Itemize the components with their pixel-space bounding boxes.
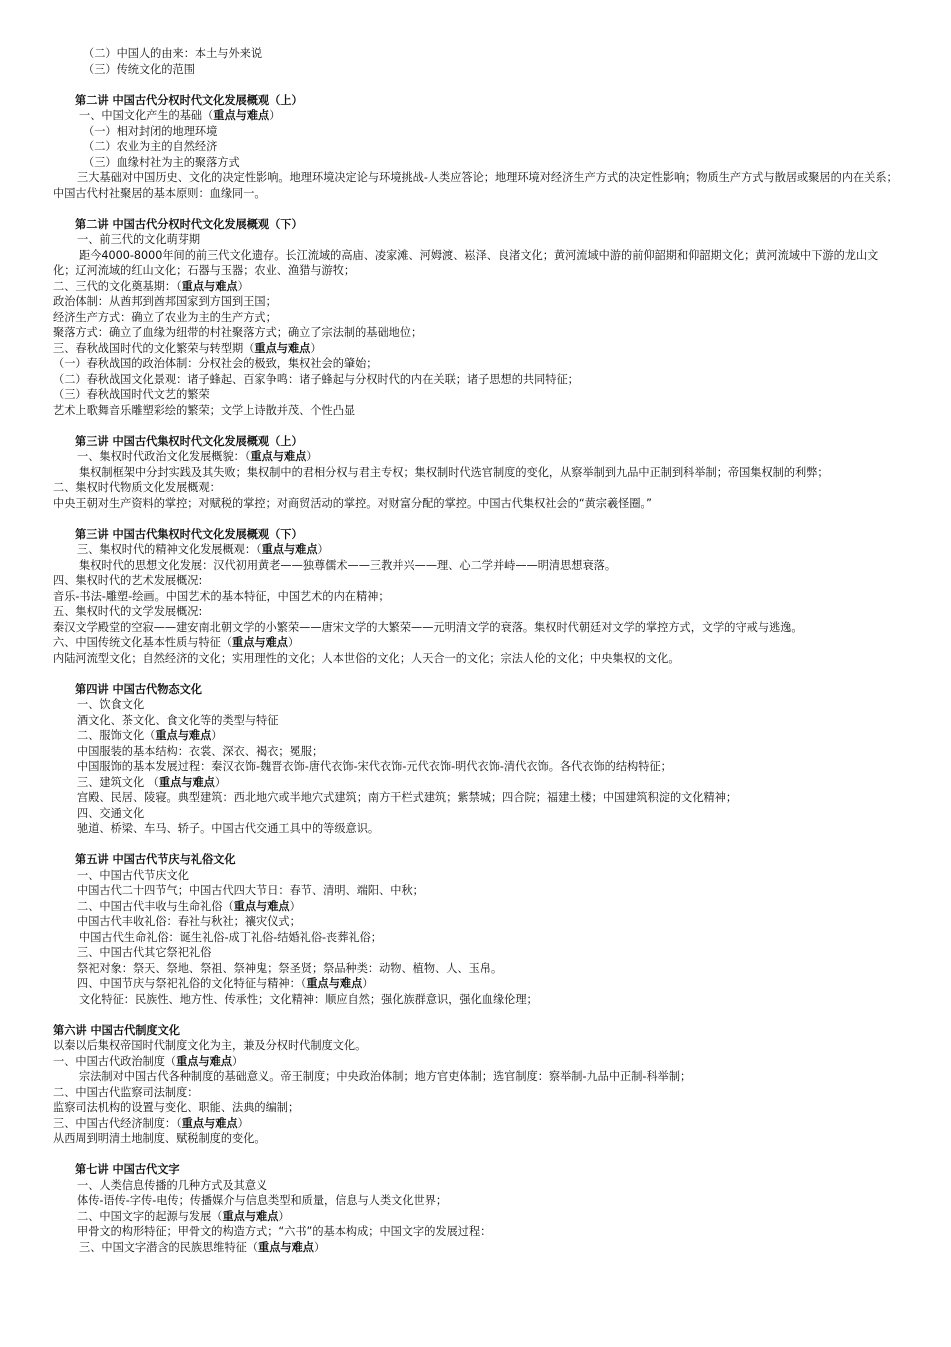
outline-line: 艺术上歌舞音乐雕塑彩绘的繁荣；文学上诗散并茂、个性凸显 <box>53 403 356 417</box>
outline-line: 体传-语传-字传-电传；传播媒介与信息类型和质量，信息与人类文化世界； <box>77 1194 448 1207</box>
outline-line: 中国古代生命礼俗：诞生礼俗-成丁礼俗-结婚礼俗-丧葬礼俗； <box>79 930 382 944</box>
key-point-label: 重点与难点 <box>261 543 318 556</box>
key-point-label: 重点与难点 <box>155 729 212 742</box>
outline-line: 六、中国传统文化基本性质与特征（重点与难点） <box>53 636 300 649</box>
outline-line: 三、集权时代的精神文化发展概观：（重点与难点） <box>77 543 329 556</box>
outline-line: 中国服装的基本结构：衣裳、深衣、褐衣；冕服； <box>77 744 324 758</box>
outline-line: 聚落方式：确立了血缘为纽带的村社聚落方式；确立了宗法制的基础地位； <box>53 326 423 339</box>
outline-line: 三、春秋战国时代的文化繁荣与转型期（重点与难点） <box>53 341 322 355</box>
outline-line: 三、中国古代其它祭祀礼俗 <box>77 946 212 959</box>
paragraph: 秦汉文学殿堂的空寂——建安南北朝文学的小繁荣——唐宋文学的大繁荣——元明清文学的衰落。集权时代朝廷对文学的掌控方式，文学的守戒与逃逸。 <box>53 620 803 634</box>
key-point-label: 重点与难点 <box>250 450 307 463</box>
key-point-label: 重点与难点 <box>158 775 215 789</box>
outline-line: 二、中国文字的起源与发展（重点与难点） <box>77 1209 290 1223</box>
outline-line: （三）血缘村社为主的聚落方式 <box>83 155 240 169</box>
section-title: 第二讲 中国古代分权时代文化发展概观（上） <box>75 93 303 107</box>
outline-line: 五、集权时代的文学发展概况: <box>53 605 203 618</box>
outline-line: （三）春秋战国时代文艺的繁荣 <box>53 388 210 401</box>
outline-line: 四、交通文化 <box>77 806 145 820</box>
intro-line: （三）传统文化的范围 <box>83 62 195 76</box>
key-point-label: 重点与难点 <box>181 1116 238 1130</box>
paragraph: 距今4000-8000年间的前三代文化遗存。长江流域的高庙、凌家滩、河姆渡、崧泽、良渚文化；黄河流域中游的前仰韶期和仰韶期文化；黄河流域中下游的龙山文化；辽河流域的红山文化；石器与玉器；农业、渔猎与游牧； <box>53 248 879 277</box>
key-point-label: 重点与难点 <box>176 1054 233 1068</box>
outline-line: 宗法制对中国古代各种制度的基础意义。帝王制度；中央政治体制；地方官吏体制；选官制度：察举制-九品中正制-科举制； <box>79 1070 692 1083</box>
key-point-label: 重点与难点 <box>258 1240 314 1254</box>
outline-line: （一）春秋战国的政治体制：分权社会的极致，集权社会的肇始； <box>53 357 378 370</box>
outline-line: 政治体制：从酋邦到酋邦国家到方国到王国； <box>53 295 277 308</box>
outline-line: 三、中国古代经济制度：（重点与难点） <box>53 1116 249 1130</box>
document-body <box>53 46 898 1255</box>
outline-line: 酒文化、茶文化、食文化等的类型与特征 <box>77 713 279 727</box>
outline-line: 一、饮食文化 <box>77 698 145 711</box>
outline-line: 中国古代丰收礼俗：春社与秋社；禳灾仪式； <box>77 915 301 928</box>
outline-line: 二、中国古代监察司法制度： <box>53 1085 199 1099</box>
section-title: 第三讲 中国古代集权时代文化发展概观（下） <box>75 527 303 541</box>
outline-line: 一、中国文化产生的基础（重点与难点） <box>79 109 281 122</box>
section-title: 第二讲 中国古代分权时代文化发展概观（下） <box>75 217 303 231</box>
outline-line: 二、三代的文化奠基期：（重点与难点） <box>53 279 249 293</box>
outline-line: 一、集权时代政治文化发展概貌：（重点与难点） <box>77 450 318 463</box>
section-title: 第六讲 中国古代制度文化 <box>53 1023 180 1037</box>
key-point-label: 重点与难点 <box>232 636 288 649</box>
outline-line: 一、人类信息传播的几种方式及其意义 <box>77 1178 268 1192</box>
section-title: 第四讲 中国古代物态文化 <box>75 682 202 696</box>
key-point-label: 重点与难点 <box>222 1209 279 1223</box>
section-title: 第七讲 中国古代文字 <box>75 1163 180 1176</box>
outline-line: 集权时代的思想文化发展：汉代初用黄老——独尊儒术——三教并兴——理、心二学并峙——明清思想衰落。 <box>79 558 617 572</box>
outline-line: 甲骨文的构形特征；甲骨文的构造方式；“六书”的基本构成；中国文字的发展过程： <box>77 1225 492 1238</box>
outline-line: 三、建筑文化 （重点与难点） <box>77 775 227 789</box>
outline-line: 驰道、桥梁、车马、轿子。中国古代交通工具中的等级意识。 <box>77 822 380 835</box>
key-point-label: 重点与难点 <box>254 341 311 355</box>
outline-line: （二）春秋战国文化景观：诸子蜂起、百家争鸣：诸子蜂起与分权时代的内在关联；诸子思想的共同特征； <box>53 372 579 386</box>
outline-line: 文化特征：民族性、地方性、传承性；文化精神：顺应自然；强化族群意识，强化血缘伦理； <box>79 992 538 1006</box>
paragraph: 三大基础对中国历史、文化的决定性影响。地理环境决定论与环境挑战-人类应答论；地理环境对经济生产方式的决定性影响；物质生产方式与散居或聚居的内在关系；中国古代村社聚居的基本原则：血缘同一。 <box>53 171 898 200</box>
outline-line: 监察司法机构的设置与变化、职能、法典的编制； <box>53 1101 300 1114</box>
outline-line: （二）农业为主的自然经济 <box>83 140 218 153</box>
outline-line: 经济生产方式：确立了农业为主的生产方式； <box>53 310 277 324</box>
outline-line: （一）相对封闭的地理环境 <box>83 124 218 138</box>
outline-line: 三、中国文字潜含的民族思维特征（重点与难点） <box>79 1240 326 1254</box>
intro-line: （二）中国人的由来：本土与外来说 <box>83 47 263 60</box>
outline-line: 二、服饰文化（重点与难点） <box>77 729 223 742</box>
outline-line: 一、中国古代节庆文化 <box>77 868 189 882</box>
outline-line: 宫殿、民居、陵寝。典型建筑：西北地穴或半地穴式建筑；南方干栏式建筑；紫禁城；四合院；福建土楼；中国建筑积淀的文化精神； <box>77 791 738 804</box>
outline-line: 二、中国古代丰收与生命礼俗（重点与难点） <box>77 899 301 913</box>
key-point-label: 重点与难点 <box>213 109 270 122</box>
outline-line: 从西周到明清土地制度、赋税制度的变化。 <box>53 1132 266 1145</box>
outline-line: 一、中国古代政治制度（重点与难点） <box>53 1054 244 1068</box>
section-title: 第五讲 中国古代节庆与礼俗文化 <box>75 853 236 866</box>
outline-line: 二、集权时代物质文化发展概观： <box>53 481 221 494</box>
outline-line: 中国服饰的基本发展过程：秦汉衣饰-魏晋衣饰-唐代衣饰-宋代衣饰-元代衣饰-明代衣饰-清代衣饰。各代衣饰的结构特征； <box>77 760 672 773</box>
outline-line: 中国古代二十四节气；中国古代四大节日：春节、清明、端阳、中秋； <box>77 884 424 897</box>
outline-line: 祭祀对象：祭天、祭地、祭祖、祭神鬼；祭圣贤；祭品种类：动物、植物、人、玉帛。 <box>77 961 503 975</box>
outline-line: 内陆河流型文化；自然经济的文化；实用理性的文化；人本世俗的文化；人天合一的文化；宗法人伦的文化；中央集权的文化。 <box>53 651 680 665</box>
key-point-label: 重点与难点 <box>233 899 290 913</box>
outline-line: 四、中国节庆与祭祀礼俗的文化特征与精神：（重点与难点） <box>77 977 374 990</box>
key-point-label: 重点与难点 <box>181 279 238 293</box>
key-point-label: 重点与难点 <box>306 977 363 990</box>
outline-line: 一、前三代的文化萌芽期 <box>77 233 201 246</box>
outline-line: 音乐-书法-雕塑-绘画。中国艺术的基本特征，中国艺术的内在精神； <box>53 589 390 603</box>
outline-line: 四、集权时代的艺术发展概况: <box>53 574 203 587</box>
outline-line: 中央王朝对生产资料的掌控；对赋税的掌控；对商贸活动的掌控。对财富分配的掌控。中国古代集权社会的“黄宗羲怪圈。” <box>53 496 652 510</box>
paragraph: 集权制框架中分封实践及其失败；集权制中的君相分权与君主专权；集权制时代选官制度的变化，从察举制到九品中正制到科举制；帝国集权制的利弊； <box>79 465 829 479</box>
section-title: 第三讲 中国古代集权时代文化发展概观（上） <box>75 434 303 448</box>
outline-line: 以秦以后集权帝国时代制度文化为主，兼及分权时代制度文化。 <box>53 1039 367 1052</box>
